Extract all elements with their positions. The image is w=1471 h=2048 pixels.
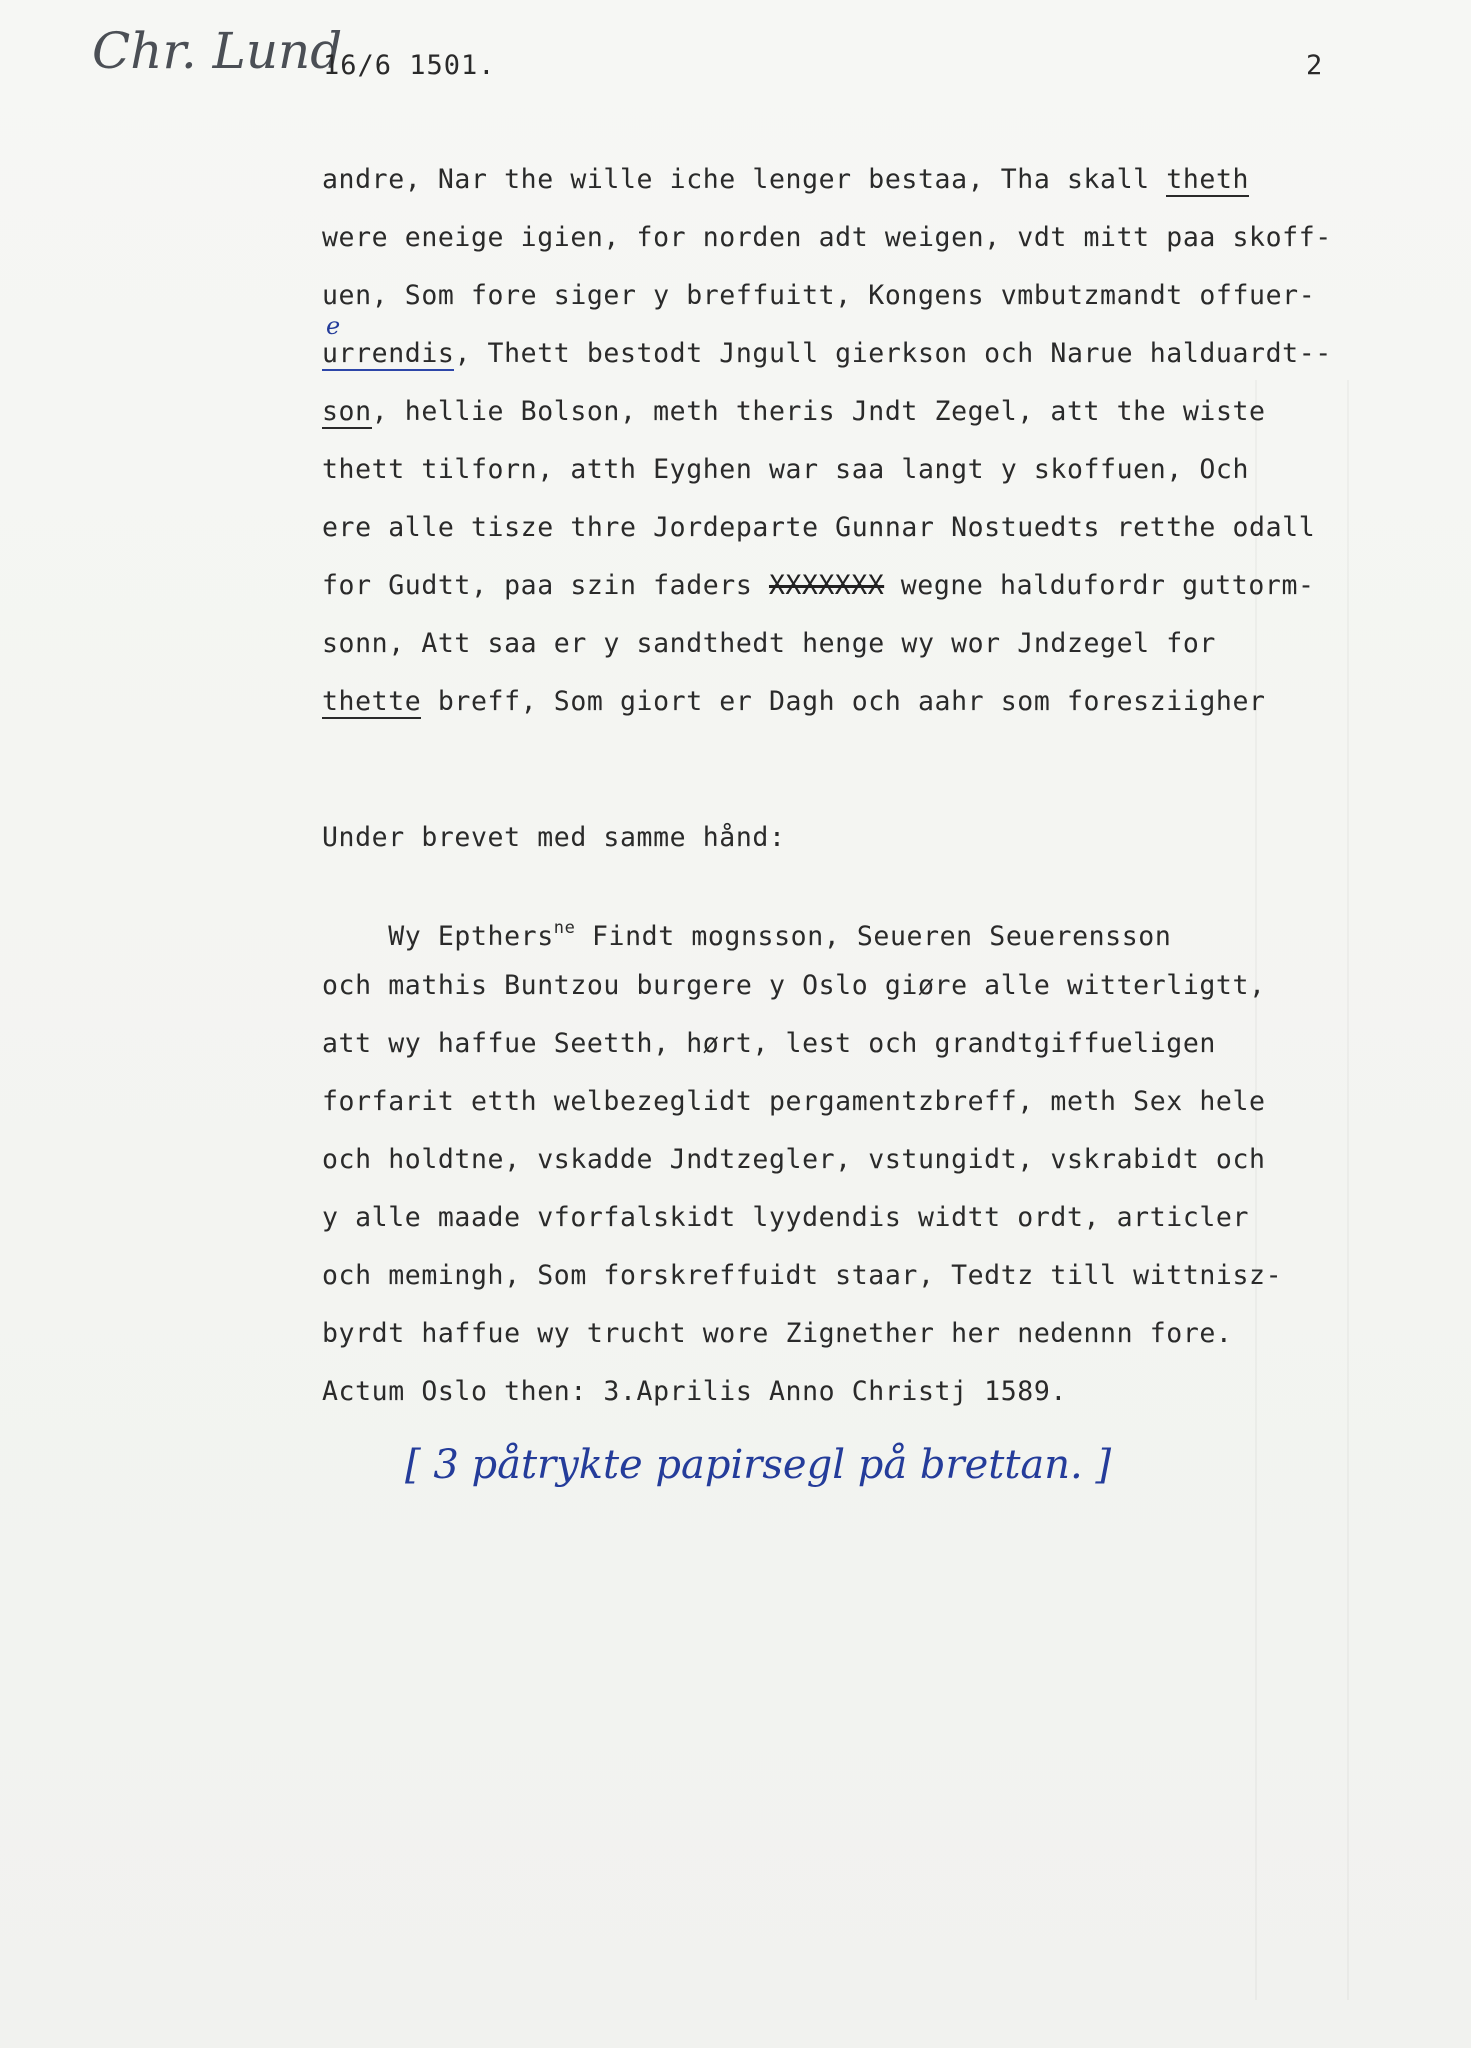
section-title: Under brevet med samme hånd: — [322, 822, 786, 853]
handwritten-reference: Chr. Lund — [92, 22, 343, 80]
struck-out-word: XXXXXXX — [768, 570, 885, 601]
body-line: ere alle tisze thre Jordeparte Gunnar Nostuedts retthe odall — [322, 512, 1316, 543]
body-line: thett tilforn, atth Eyghen war saa langt y skoffuen, Och — [322, 454, 1250, 485]
body-line: och holdtne, vskadde Jndtzegler, vstungidt, vskrabidt och — [322, 1144, 1266, 1175]
body-line: och memingh, Som forskreffuidt staar, Tedtz till wittnisz- — [322, 1260, 1283, 1291]
body-line: urrendis, Thett bestodt Jngull gierkson och Narue halduardt-- — [322, 338, 1332, 369]
body-line: att wy haffue Seetth, hørt, lest och grandtgiffueligen — [322, 1028, 1216, 1059]
body-line: andre, Nar the wille iche lenger bestaa, Tha skall theth — [322, 164, 1250, 195]
body-line: for Gudtt, paa szin faders XXXXXXX wegne haldufordr guttorm- — [322, 570, 1315, 601]
faint-stamp-watermark — [1255, 380, 1349, 2000]
page-number: 2 — [1306, 50, 1323, 81]
body-line: forfarit etth welbezeglidt pergamentzbreff, meth Sex hele — [322, 1086, 1266, 1117]
body-line: were eneige igien, for norden adt weigen, vdt mitt paa skoff- — [322, 222, 1332, 253]
body-line: y alle maade vforfalskidt lyydendis widtt ordt, articler — [322, 1202, 1250, 1233]
body-line: uen, Som fore siger y breffuitt, Kongens vmbutzmandt offuer- — [322, 280, 1316, 311]
body-line: sonn, Att saa er y sandthedt henge wy wor Jndzegel for — [322, 628, 1216, 659]
body-line: byrdt haffue wy trucht wore Zignether her nedennn fore. — [322, 1318, 1233, 1349]
body-line: Actum Oslo then: 3.Aprilis Anno Christj 1589. — [322, 1376, 1067, 1407]
handwritten-note: [ 3 påtrykte papirsegl på brettan. ] — [405, 1442, 1112, 1488]
body-line: Wy Epthers$^{ne}$ Findt mognsson, Seueren Seuerensson — [322, 918, 1172, 952]
header-date: 16/6 1501. — [323, 50, 496, 81]
handwritten-insertion: e — [326, 312, 341, 340]
body-line: och mathis Buntzou burgere y Oslo giøre alle witterligtt, — [322, 970, 1266, 1001]
body-line: son, hellie Bolson, meth theris Jndt Zegel, att the wiste — [322, 396, 1266, 427]
body-line: thette breff, Som giort er Dagh och aahr som foresziigher — [322, 686, 1266, 717]
